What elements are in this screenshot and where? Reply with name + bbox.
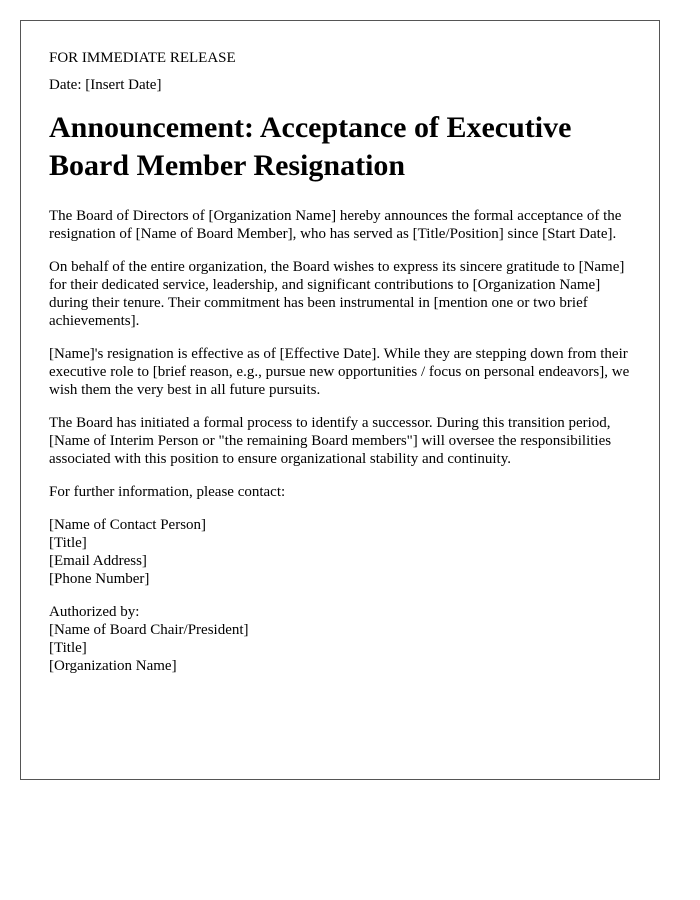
authorizer-title: [Title]: [49, 640, 87, 656]
paragraph-gratitude: On behalf of the entire organization, the Board wishes to express its sincere gratitude to [Name] for their dedicated service, leadership, and significant contributions to [Organization Name] during their tenure. Their commitment has been instrumental in [mention one or two brief achievements].: [49, 259, 625, 329]
release-label: FOR IMMEDIATE RELEASE: [49, 50, 236, 66]
date-line: Date: [Insert Date]: [49, 77, 162, 93]
press-release-document: [20, 20, 660, 780]
authorization-block: [49, 603, 631, 675]
contact-title: [Title]: [49, 535, 87, 551]
authorizer-organization: [Organization Name]: [49, 658, 177, 674]
paragraph-effective-date: [Name]'s resignation is effective as of [Effective Date]. While they are stepping down from their executive role to [brief reason, e.g., pursue new opportunities / focus on personal endeavors], we wish them the very best in all future pursuits.: [49, 346, 630, 398]
contact-phone: [Phone Number]: [49, 571, 150, 587]
contact-block: [49, 516, 631, 588]
paragraph-acceptance: The Board of Directors of [Organization Name] hereby announces the formal acceptance of the resignation of [Name of Board Member], who has served as [Title/Position] since [Start Date].: [49, 208, 622, 242]
document-title: Announcement: Acceptance of Executive Board Member Resignation: [49, 111, 572, 182]
contact-name: [Name of Contact Person]: [49, 517, 207, 533]
paragraph-succession: The Board has initiated a formal process to identify a successor. During this transition period, [Name of Interim Person or "the remaining Board members"] will oversee the responsibilities associated with this position to ensure organizational stability and continuity.: [49, 415, 612, 467]
contact-intro: For further information, please contact:: [49, 484, 286, 500]
authorized-by-label: Authorized by:: [49, 604, 140, 620]
contact-email: [Email Address]: [49, 553, 147, 569]
authorizer-name: [Name of Board Chair/President]: [49, 622, 249, 638]
